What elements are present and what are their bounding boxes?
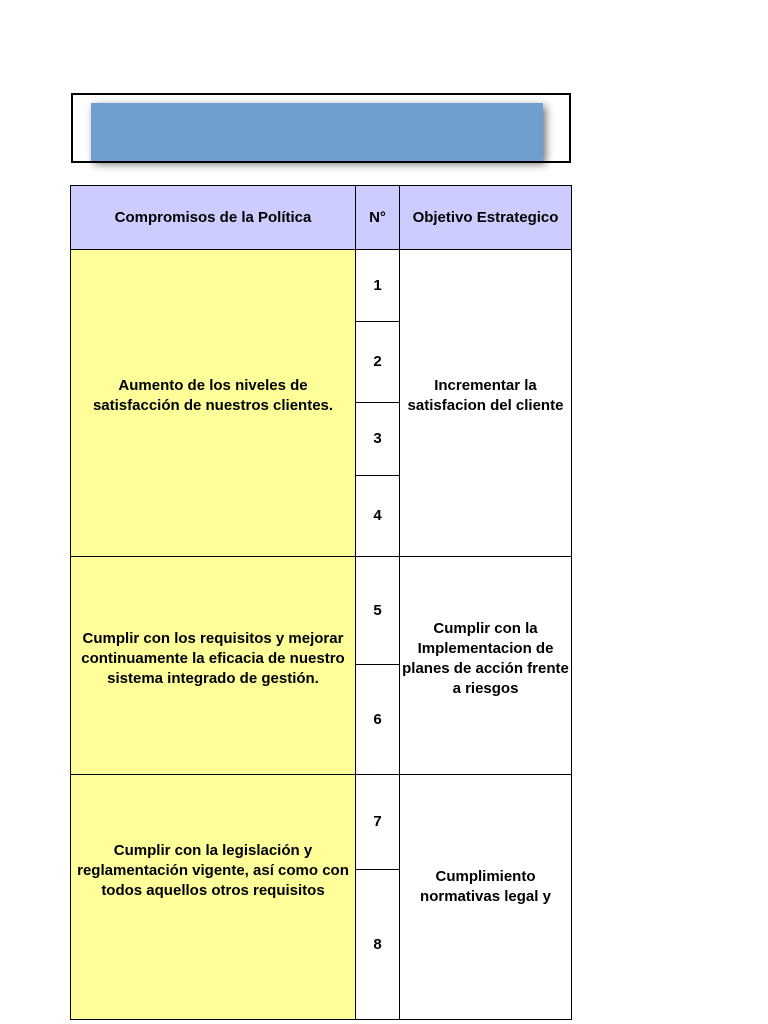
numero-cell: 2 — [356, 322, 400, 403]
title-banner — [91, 103, 543, 161]
header-objetivo: Objetivo Estrategico — [400, 186, 572, 250]
policy-objectives-table — [70, 185, 572, 1020]
objetivo-cell: Cumplimiento normativas legal y — [400, 775, 572, 1020]
numero-cell: 3 — [356, 403, 400, 476]
numero-cell: 6 — [356, 665, 400, 775]
header-compromisos: Compromisos de la Política — [71, 186, 356, 250]
objetivo-cell: Incrementar la satisfacion del cliente — [400, 250, 572, 557]
header-numero: N° — [356, 186, 400, 250]
numero-cell: 8 — [356, 870, 400, 1020]
objetivo-cell: Cumplir con la Implementacion de planes de acción frente a riesgos — [400, 557, 572, 775]
compromiso-cell: Cumplir con los requisitos y mejorar continuamente la eficacia de nuestro sistema integrado de gestión. — [71, 557, 356, 775]
numero-cell: 4 — [356, 476, 400, 557]
compromiso-cell: Cumplir con la legislación y reglamentación vigente, así como con todos aquellos otros requisitos — [71, 775, 356, 1020]
numero-cell: 1 — [356, 250, 400, 322]
compromiso-cell: Aumento de los niveles de satisfacción de nuestros clientes. — [71, 250, 356, 557]
numero-cell: 5 — [356, 557, 400, 665]
title-frame — [71, 93, 571, 163]
table-viewport — [70, 185, 573, 953]
numero-cell: 7 — [356, 775, 400, 870]
